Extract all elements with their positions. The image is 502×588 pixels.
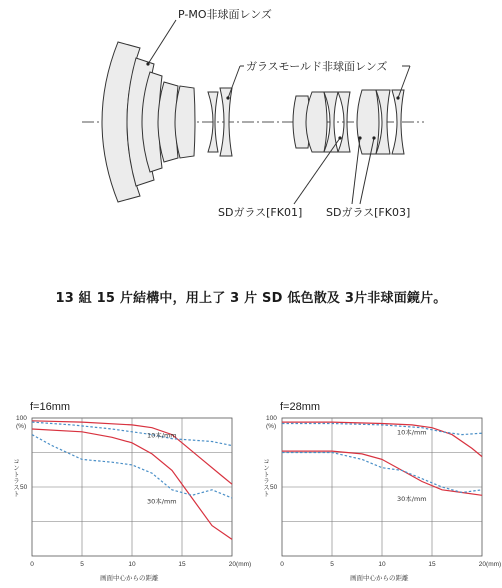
series-line-2 <box>282 451 482 495</box>
y-tick-unit: (%) <box>16 423 27 430</box>
fk03-dot-2 <box>372 136 375 139</box>
sd-fk01-label: SDガラス[FK01] <box>218 206 303 219</box>
caption: 13 組 15 片結構中，用上了 3 片 SD 低色散及 3片非球面鏡片。 <box>55 291 447 306</box>
x-tick-label: 20(mm) <box>228 561 252 568</box>
x-tick-label: 5 <box>330 561 334 568</box>
glass-mold-leader-line-left <box>228 66 240 98</box>
x-axis-label: 画面中心からの距離 <box>350 574 409 582</box>
pmo-leader-dot <box>146 62 149 65</box>
series-line-2 <box>32 429 232 539</box>
series-line-0 <box>282 422 482 457</box>
series-line-3 <box>282 453 482 493</box>
x-tick-label: 0 <box>30 561 34 568</box>
annotation-10lp: 10本/mm <box>397 428 427 437</box>
x-tick-label: 15 <box>428 561 436 568</box>
fk01-dot <box>338 136 341 139</box>
lens-diagram <box>0 0 502 280</box>
pmo-label: P-MO非球面レンズ <box>178 8 272 21</box>
plot-frame <box>282 418 482 556</box>
rear-element-2 <box>306 92 327 152</box>
y-tick-label: 100 <box>16 415 27 422</box>
x-tick-label: 20(mm) <box>478 561 502 568</box>
front-element-5 <box>175 86 195 158</box>
pmo-leader-line <box>148 20 176 64</box>
x-tick-label: 15 <box>178 561 186 568</box>
x-tick-label: 10 <box>128 561 136 568</box>
y-tick-unit: (%) <box>266 423 277 430</box>
glass-mold-dot-right <box>396 96 399 99</box>
series-line-1 <box>282 424 482 435</box>
y-tick-label: 50 <box>270 484 278 491</box>
x-tick-label: 5 <box>80 561 84 568</box>
annotation-30lp: 30本/mm <box>397 494 427 503</box>
series-line-1 <box>32 422 232 446</box>
series-line-0 <box>32 421 232 484</box>
x-axis-label: 画面中心からの距離 <box>100 574 159 582</box>
y-axis-label: コントラスト <box>12 458 20 497</box>
sd-fk03-label: SDガラス[FK03] <box>326 206 411 219</box>
x-tick-label: 0 <box>280 561 284 568</box>
glass-mold-label: ガラスモールド非球面レンズ <box>246 60 388 73</box>
fk03-leader-line-1 <box>352 138 360 204</box>
fk03-dot-1 <box>358 136 361 139</box>
y-tick-label: 50 <box>20 484 28 491</box>
y-axis-label: コントラスト <box>262 458 270 497</box>
rear-element-5 <box>357 90 379 154</box>
plot-frame <box>32 418 232 556</box>
annotation-30lp: 30本/mm <box>147 497 177 506</box>
chart-title: f=16mm <box>30 401 71 413</box>
annotation-10lp: 10本/mm <box>147 431 177 440</box>
glass-mold-dot-left <box>226 96 229 99</box>
glass-mold-leader-line-right <box>398 66 410 98</box>
y-tick-label: 100 <box>266 415 277 422</box>
chart-title: f=28mm <box>280 401 321 413</box>
x-tick-label: 10 <box>378 561 386 568</box>
series-line-3 <box>32 435 232 498</box>
